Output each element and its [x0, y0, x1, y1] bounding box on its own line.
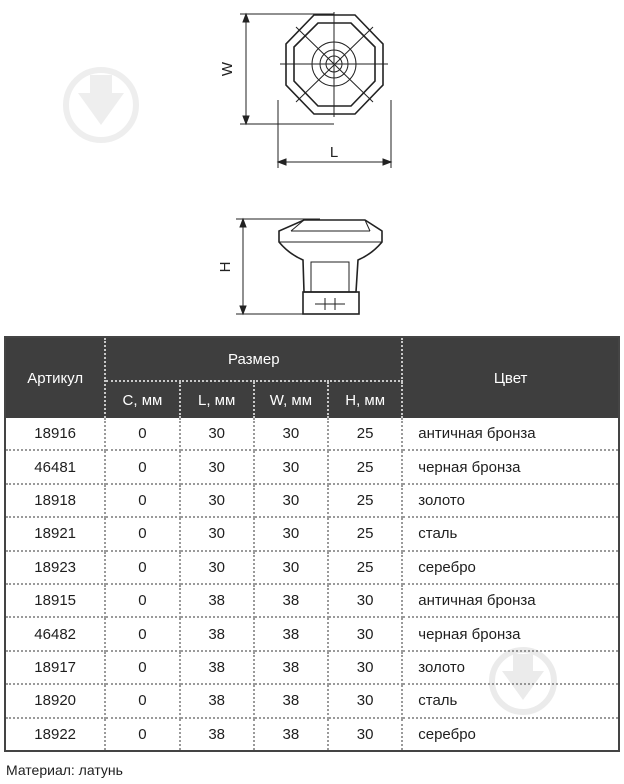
table-row [5, 450, 619, 483]
table-row [5, 551, 619, 584]
watermark-logo-icon [488, 646, 558, 716]
table-row [5, 584, 619, 617]
table-row [5, 418, 619, 450]
dimension-w-label: W [219, 61, 236, 77]
cell-h: 25 [328, 517, 402, 550]
cell-article: 46482 [5, 617, 105, 650]
cell-l: 30 [180, 551, 254, 584]
cell-l: 38 [180, 617, 254, 650]
cell-l: 38 [180, 718, 254, 752]
table-header [5, 337, 619, 418]
cell-l: 30 [180, 450, 254, 483]
cell-w: 30 [254, 551, 328, 584]
cell-l: 38 [180, 684, 254, 717]
table-row [5, 718, 619, 752]
cell-article: 18916 [5, 418, 105, 450]
cell-w: 38 [254, 684, 328, 717]
cell-w: 30 [254, 517, 328, 550]
header-l: L, мм [180, 381, 254, 418]
cell-color: античная бронза [402, 418, 619, 450]
cell-color: серебро [418, 725, 476, 743]
cell-w: 30 [254, 418, 328, 450]
cell-l: 38 [180, 651, 254, 684]
dimension-h [236, 219, 320, 314]
cell-c: 0 [105, 651, 179, 684]
cell-article: 46481 [5, 450, 105, 483]
top-view-octagon [280, 12, 388, 117]
header-article: Артикул [5, 337, 105, 418]
cell-w: 30 [254, 484, 328, 517]
cell-h: 25 [328, 418, 402, 450]
table-row [5, 484, 619, 517]
header-w: W, мм [254, 381, 328, 418]
material-note: Материал: латунь [6, 762, 123, 778]
cell-l: 30 [180, 484, 254, 517]
cell-article: 18917 [5, 651, 105, 684]
cell-color: черная бронза [402, 450, 619, 483]
cell-c: 0 [105, 551, 179, 584]
cell-c: 0 [105, 418, 179, 450]
cell-c: 0 [105, 617, 179, 650]
cell-h: 30 [328, 584, 402, 617]
cell-article: 18918 [5, 484, 105, 517]
side-view-knob [279, 220, 382, 314]
cell-c: 0 [105, 484, 179, 517]
cell-h: 30 [328, 684, 402, 717]
cell-w: 38 [254, 718, 328, 752]
cell-color: золото [402, 484, 619, 517]
cell-h: 25 [328, 484, 402, 517]
cell-w: 38 [254, 584, 328, 617]
cell-l: 30 [180, 517, 254, 550]
header-c: C, мм [105, 381, 179, 418]
cell-article: 18921 [5, 517, 105, 550]
cell-color: черная бронза [402, 617, 619, 650]
cell-article: 18922 [5, 718, 105, 752]
cell-h: 30 [328, 651, 402, 684]
cell-c: 0 [105, 517, 179, 550]
cell-h: 30 [328, 617, 402, 650]
cell-w: 38 [254, 651, 328, 684]
cell-color: сталь [402, 684, 619, 717]
dimension-w [240, 14, 334, 124]
cell-article: 18915 [5, 584, 105, 617]
header-size: Размер [105, 337, 402, 381]
header-color: Цвет [402, 337, 619, 418]
cell-w: 30 [254, 450, 328, 483]
dimension-h-label: H [217, 261, 234, 273]
dimension-l-label: L [329, 144, 339, 161]
cell-h: 25 [328, 551, 402, 584]
header-h: H, мм [328, 381, 402, 418]
cell-l: 30 [180, 418, 254, 450]
cell-c: 0 [105, 450, 179, 483]
cell-color: серебро [402, 551, 619, 584]
cell-article: 18923 [5, 551, 105, 584]
watermark-logo-icon [66, 70, 136, 140]
cell-color: сталь [402, 517, 619, 550]
table-row [5, 517, 619, 550]
technical-drawing [0, 0, 624, 330]
cell-c: 0 [105, 684, 179, 717]
cell-h: 30 [328, 718, 402, 752]
cell-color: античная бронза [402, 584, 619, 617]
cell-article: 18920 [5, 684, 105, 717]
cell-l: 38 [180, 584, 254, 617]
cell-h: 25 [328, 450, 402, 483]
cell-c: 0 [105, 584, 179, 617]
cell-color: золото [402, 651, 619, 684]
cell-w: 38 [254, 617, 328, 650]
cell-c: 0 [105, 718, 179, 752]
